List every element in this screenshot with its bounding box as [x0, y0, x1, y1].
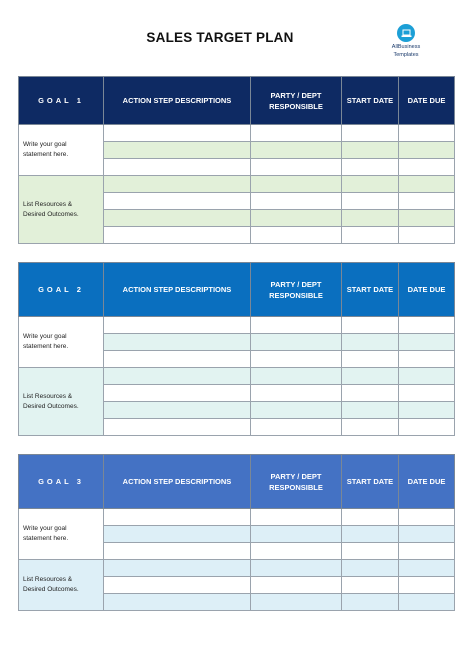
table-row — [19, 509, 455, 526]
input-cell[interactable] — [251, 193, 342, 210]
input-cell[interactable] — [342, 351, 399, 368]
input-cell[interactable] — [399, 210, 455, 227]
resources-cell[interactable] — [19, 368, 104, 436]
input-cell[interactable] — [104, 509, 251, 526]
column-header-start-date: START DATE — [342, 77, 399, 125]
column-header-action: ACTION STEP DESCRIPTIONS — [104, 77, 251, 125]
input-cell[interactable] — [399, 125, 455, 142]
input-cell[interactable] — [251, 317, 342, 334]
input-cell[interactable] — [399, 543, 455, 560]
table-row — [19, 176, 455, 193]
input-cell[interactable] — [104, 368, 251, 385]
goal-statement-cell[interactable] — [19, 317, 104, 368]
input-cell[interactable] — [251, 368, 342, 385]
input-cell[interactable] — [399, 317, 455, 334]
goal-table-1 — [18, 76, 455, 244]
column-header-date-due: DATE DUE — [399, 263, 455, 317]
column-header-date-due: DATE DUE — [399, 77, 455, 125]
input-cell[interactable] — [342, 368, 399, 385]
input-cell[interactable] — [342, 594, 399, 611]
input-cell[interactable] — [104, 402, 251, 419]
goal-table-2 — [18, 262, 455, 436]
input-cell[interactable] — [399, 402, 455, 419]
input-cell[interactable] — [399, 385, 455, 402]
input-cell[interactable] — [251, 385, 342, 402]
input-cell[interactable] — [399, 577, 455, 594]
input-cell[interactable] — [399, 193, 455, 210]
input-cell[interactable] — [104, 351, 251, 368]
input-cell[interactable] — [342, 334, 399, 351]
input-cell[interactable] — [342, 543, 399, 560]
input-cell[interactable] — [251, 227, 342, 244]
column-header-action: ACTION STEP DESCRIPTIONS — [104, 455, 251, 509]
goal-label: GOAL 3 — [19, 455, 104, 509]
input-cell[interactable] — [251, 210, 342, 227]
input-cell[interactable] — [104, 560, 251, 577]
table-row — [19, 125, 455, 142]
input-cell[interactable] — [251, 526, 342, 543]
statement-line1: Write your goal — [23, 525, 67, 532]
statement-line2: statement here. — [23, 343, 69, 350]
input-cell[interactable] — [342, 526, 399, 543]
input-cell[interactable] — [342, 402, 399, 419]
party-line2: RESPONSIBLE — [269, 290, 323, 300]
input-cell[interactable] — [399, 419, 455, 436]
input-cell[interactable] — [342, 560, 399, 577]
input-cell[interactable] — [104, 210, 251, 227]
goal-label: GOAL 2 — [19, 263, 104, 317]
input-cell[interactable] — [104, 419, 251, 436]
party-line2: RESPONSIBLE — [269, 101, 323, 111]
statement-line2: statement here. — [23, 151, 69, 158]
party-line1: PARTY / DEPT — [270, 279, 322, 289]
party-line2: RESPONSIBLE — [269, 482, 323, 492]
table-row — [19, 560, 455, 577]
statement-line1: Write your goal — [23, 333, 67, 340]
input-cell[interactable] — [342, 210, 399, 227]
input-cell[interactable] — [399, 368, 455, 385]
input-cell[interactable] — [399, 159, 455, 176]
input-cell[interactable] — [342, 419, 399, 436]
input-cell[interactable] — [342, 142, 399, 159]
column-header-action: ACTION STEP DESCRIPTIONS — [104, 263, 251, 317]
input-cell[interactable] — [251, 543, 342, 560]
input-cell[interactable] — [104, 176, 251, 193]
input-cell[interactable] — [104, 594, 251, 611]
input-cell[interactable] — [104, 317, 251, 334]
input-cell[interactable] — [399, 509, 455, 526]
column-header-date-due: DATE DUE — [399, 455, 455, 509]
input-cell[interactable] — [251, 402, 342, 419]
input-cell[interactable] — [104, 159, 251, 176]
resources-line2: Desired Outcomes. — [23, 210, 79, 218]
input-cell[interactable] — [251, 176, 342, 193]
input-cell[interactable] — [104, 334, 251, 351]
input-cell[interactable] — [104, 227, 251, 244]
input-cell[interactable] — [251, 560, 342, 577]
brand-logo — [384, 24, 428, 58]
input-cell[interactable] — [251, 351, 342, 368]
table-row — [19, 368, 455, 385]
goal-table-3 — [18, 454, 455, 611]
input-cell[interactable] — [251, 509, 342, 526]
input-cell[interactable] — [399, 351, 455, 368]
logo-text-line2: Templates — [393, 52, 419, 58]
resources-line2: Desired Outcomes. — [23, 586, 79, 593]
input-cell[interactable] — [251, 419, 342, 436]
input-cell[interactable] — [399, 594, 455, 611]
input-cell[interactable] — [251, 334, 342, 351]
goal-label: GOAL 1 — [19, 77, 104, 125]
column-header-party — [251, 77, 342, 125]
input-cell[interactable] — [342, 385, 399, 402]
resources-cell[interactable] — [19, 560, 104, 611]
resources-line1: List Resources & — [23, 200, 73, 208]
statement-line1: Write your goal — [23, 141, 67, 148]
logo-text-line1: AllBusiness — [391, 44, 421, 50]
input-cell[interactable] — [399, 560, 455, 577]
resources-line1: List Resources & — [23, 576, 73, 583]
input-cell[interactable] — [104, 193, 251, 210]
input-cell[interactable] — [342, 159, 399, 176]
laptop-icon — [397, 24, 415, 42]
input-cell[interactable] — [104, 526, 251, 543]
input-cell[interactable] — [104, 142, 251, 159]
input-cell[interactable] — [104, 125, 251, 142]
input-cell[interactable] — [104, 577, 251, 594]
goal-statement-cell[interactable] — [19, 125, 104, 176]
input-cell[interactable] — [399, 334, 455, 351]
input-cell[interactable] — [342, 509, 399, 526]
input-cell[interactable] — [342, 227, 399, 244]
input-cell[interactable] — [251, 125, 342, 142]
party-line1: PARTY / DEPT — [270, 471, 322, 481]
column-header-start-date: START DATE — [342, 263, 399, 317]
table-row — [19, 317, 455, 334]
input-cell[interactable] — [399, 227, 455, 244]
statement-line2: statement here. — [23, 535, 69, 542]
column-header-party — [251, 263, 342, 317]
input-cell[interactable] — [342, 577, 399, 594]
column-header-start-date: START DATE — [342, 455, 399, 509]
input-cell[interactable] — [342, 193, 399, 210]
party-line1: PARTY / DEPT — [270, 90, 322, 100]
input-cell[interactable] — [104, 385, 251, 402]
input-cell[interactable] — [251, 159, 342, 176]
input-cell[interactable] — [104, 543, 251, 560]
input-cell[interactable] — [342, 125, 399, 142]
input-cell[interactable] — [251, 594, 342, 611]
resources-line2: Desired Outcomes. — [23, 402, 79, 410]
goal-statement-cell[interactable] — [19, 509, 104, 560]
input-cell[interactable] — [399, 142, 455, 159]
column-header-party — [251, 455, 342, 509]
input-cell[interactable] — [342, 176, 399, 193]
resources-line1: List Resources & — [23, 392, 73, 400]
input-cell[interactable] — [399, 176, 455, 193]
input-cell[interactable] — [342, 317, 399, 334]
input-cell[interactable] — [399, 526, 455, 543]
page-title: SALES TARGET PLAN — [146, 30, 294, 45]
input-cell[interactable] — [251, 577, 342, 594]
input-cell[interactable] — [251, 142, 342, 159]
resources-cell[interactable] — [19, 176, 104, 244]
